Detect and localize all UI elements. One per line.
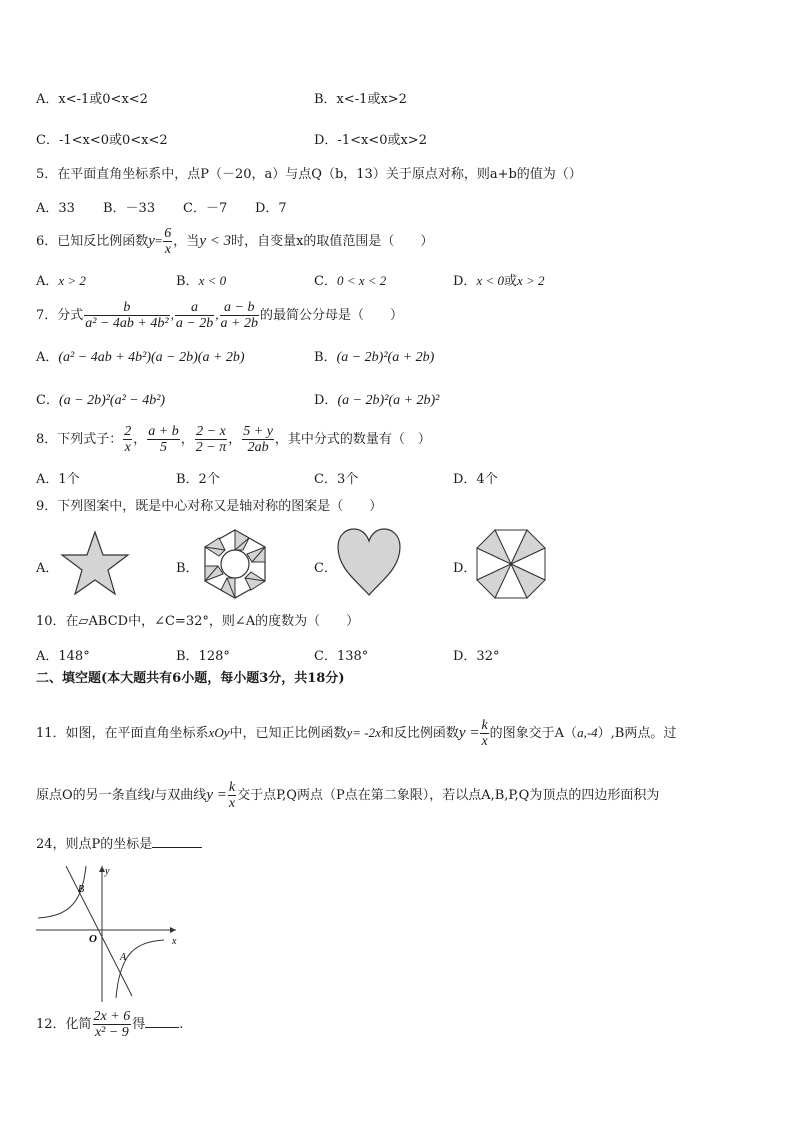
q7-f1-num: b (123, 300, 131, 315)
q7-option-c-expr: (a − 2b)²(a² − 4b²) (58, 393, 166, 408)
q11-l1-y: y = (458, 725, 480, 741)
q11-l2-num: k (228, 780, 236, 795)
q6-eq: = (154, 233, 163, 248)
q8-fraction-1 (123, 424, 132, 455)
q7-option-b (314, 346, 434, 366)
q6-y: y (148, 233, 155, 249)
q12-answer-blank (145, 1027, 179, 1028)
q6-option-a (36, 270, 86, 289)
q8-f1-den: x (124, 440, 131, 455)
q12-fraction (93, 1009, 132, 1040)
q11-l1-e: ）,B两点。过 (597, 726, 677, 741)
q5-option-c: C．－7 (183, 201, 228, 216)
q8-f2-num: a + b (148, 424, 179, 439)
q5-option-a: A．33 (36, 201, 75, 216)
q6-option-b (176, 270, 226, 289)
q12-lead: 12．化简 (36, 1017, 92, 1032)
q8-f3-num: 2 − x (196, 424, 226, 439)
q6-tail: 时，自变量x的取值范围是（ ） (231, 234, 434, 249)
q5-option-b: B．－33 (103, 201, 156, 216)
q7-stem (36, 296, 403, 335)
q11-l1-c: 和反比例函数 (380, 726, 459, 741)
q11-l3: 24，则点P的坐标是 (36, 837, 153, 852)
q11-l1-d: 的图象交于A（ (489, 726, 578, 741)
q9-option-c-label: C． (314, 561, 337, 576)
q11-answer-blank (152, 847, 202, 848)
q11-l1-num: k (481, 718, 488, 733)
q7-f1-den: a² − 4ab + 4b² (85, 316, 169, 331)
q6-option-c-label: C． (314, 274, 337, 289)
pinwheel-triangles-figure (475, 528, 547, 600)
q10-option-d: D．32° (453, 649, 500, 664)
q6-option-b-label: B． (176, 274, 199, 289)
q11-point-a: a,-4 (577, 725, 598, 740)
q7-option-d-expr: (a − 2b)²(a + 2b)² (337, 393, 440, 408)
q6-option-b-expr: x < 0 (198, 273, 227, 288)
q11-coordinate-graph (36, 862, 182, 1002)
q11-l2-fraction (228, 780, 236, 811)
q8-fraction-3 (195, 424, 227, 455)
q6-lead: 6．已知反比例函数 (36, 234, 149, 249)
q7-fraction-3 (220, 300, 259, 331)
q11-l2-b: 与双曲线 (154, 788, 207, 803)
q6-frac-den: x (164, 242, 171, 257)
q5-stem: 5．在平面直角坐标系中，点P（－20，a）与点Q（b，13）关于原点对称，则a+b的值为（） (36, 167, 582, 182)
q8-stem (36, 421, 431, 459)
q8-f4-num: 5 + y (243, 424, 273, 439)
q8-fraction-4 (242, 424, 274, 455)
q7-option-c-label: C． (36, 393, 59, 408)
q8-sep-1: ， (133, 432, 147, 447)
q8-lead: 8．下列式子： (36, 432, 123, 447)
q6-option-a-label: A． (36, 274, 59, 289)
q7-option-b-expr: (a − 2b)²(a + 2b) (336, 350, 435, 365)
q7-option-d-label: D． (314, 393, 338, 408)
q6-option-c (314, 270, 386, 289)
q11-l2-y: y = (206, 787, 227, 803)
q12-num: 2x + 6 (93, 1009, 131, 1024)
q9-option-b-label: B． (176, 561, 199, 576)
q6-condition: y < 3 (199, 233, 232, 249)
q6-option-c-expr: 0 < x < 2 (336, 273, 387, 288)
q6-option-d-expr1: x < 0 (476, 273, 504, 288)
q7-fraction-1 (84, 300, 169, 331)
section-heading: 二、填空题(本大题共有6小题，每小题3分，共18分) (36, 671, 345, 686)
q4-option-d: D．-1<x<0或x>2 (314, 133, 427, 148)
q12-end: . (179, 1017, 184, 1032)
q9-option-a-label: A． (36, 561, 59, 576)
q8-f3-den: 2 − π (195, 440, 227, 455)
q11-line-2 (36, 776, 659, 815)
q7-comma-1: , (170, 307, 174, 322)
q8-f2-den: 5 (147, 439, 179, 455)
q7-lead: 7．分式 (36, 308, 84, 323)
q7-f3-num: a − b (224, 300, 255, 315)
q8-option-d: D．4个 (453, 472, 498, 487)
q6-fraction (163, 226, 172, 257)
q11-l1-a: 11．如图，在平面直角坐标系 (36, 726, 209, 741)
q6-option-d-label: D． (453, 274, 477, 289)
q7-f2-den: a − 2b (175, 316, 214, 331)
q8-sep-3: ， (228, 432, 242, 447)
graph-point-a-label: A (120, 952, 127, 963)
q9-stem: 9．下列图案中，既是中心对称又是轴对称的图案是（ ） (36, 499, 383, 514)
q11-l1-fraction (480, 718, 488, 749)
q10-stem: 10．在▱ABCD中，∠C=32°，则∠A的度数为（ ） (36, 614, 360, 629)
q11-line-3 (36, 836, 202, 854)
q4-option-a: A．x<-1或0<x<2 (36, 92, 148, 107)
q7-f2-num: a (191, 300, 199, 315)
hexagon-pinwheel-figure (199, 528, 271, 600)
q4-option-c: C．-1<x<0或0<x<2 (36, 133, 168, 148)
q7-f3-den: a + 2b (220, 316, 258, 331)
graph-y-label: y (105, 866, 110, 877)
q8-f1-num: 2 (124, 424, 132, 439)
q7-tail: 的最简公分母是（ ） (259, 308, 403, 323)
graph-x-label: x (172, 936, 177, 947)
q6-option-d-or: 或 (503, 274, 517, 289)
q4-option-b: B．x<-1或x>2 (314, 92, 407, 107)
graph-point-b-label: B (78, 884, 85, 895)
q7-option-b-label: B． (314, 350, 337, 365)
q8-tail: ，其中分式的数量有（ ） (274, 432, 431, 447)
graph-origin-label: O (89, 933, 97, 945)
q12-den: x² − 9 (93, 1024, 132, 1040)
q8-fraction-2 (147, 424, 179, 455)
q7-fraction-2 (175, 300, 214, 331)
q6-mid: ，当 (173, 234, 200, 249)
q11-l2-a: 原点O的另一条直线 (36, 788, 151, 803)
star-figure (60, 530, 130, 596)
q7-option-a-label: A． (36, 350, 59, 365)
q7-option-a-expr: (a² − 4ab + 4b²)(a − 2b)(a + 2b) (58, 350, 245, 365)
q10-option-c: C．138° (314, 649, 369, 664)
heart-figure (336, 527, 402, 597)
q8-option-c: C．3个 (314, 472, 359, 487)
q7-comma-2: , (215, 307, 219, 322)
q11-line-1 (36, 714, 676, 753)
q11-line-l: l (150, 787, 155, 802)
q8-option-b: B．2个 (176, 472, 220, 487)
q11-l1-b: 中，已知正比例函数 (229, 726, 347, 741)
q8-sep-2: ， (180, 432, 194, 447)
q10-option-a: A．148° (36, 649, 90, 664)
q7-option-c (36, 389, 165, 409)
q9-option-d-label: D． (453, 561, 477, 576)
q6-option-a-expr: x > 2 (58, 273, 86, 288)
q10-option-b: B．128° (176, 649, 230, 664)
q5-option-d: D．7 (255, 201, 287, 216)
q7-option-a (36, 346, 245, 366)
q6-stem (36, 224, 433, 259)
q6-frac-num: 6 (164, 226, 172, 241)
q12-tail: 得 (132, 1017, 146, 1032)
q12-stem (36, 1006, 183, 1044)
q6-option-d-expr2: x > 2 (517, 273, 545, 288)
q11-l2-den: x (228, 796, 236, 811)
q8-option-a: A．1个 (36, 472, 80, 487)
q11-l2-c: 交于点P,Q两点（P点在第二象限），若以点A,B,P,Q为顶点的四边形面积为 (237, 788, 660, 803)
q11-linear-eq: y= -2x (346, 725, 381, 740)
q11-l1-den: x (481, 734, 488, 749)
q11-xoy: xOy (208, 725, 230, 740)
q7-option-d (314, 389, 439, 409)
q8-f4-den: 2ab (242, 439, 274, 455)
q6-option-d (453, 270, 545, 289)
